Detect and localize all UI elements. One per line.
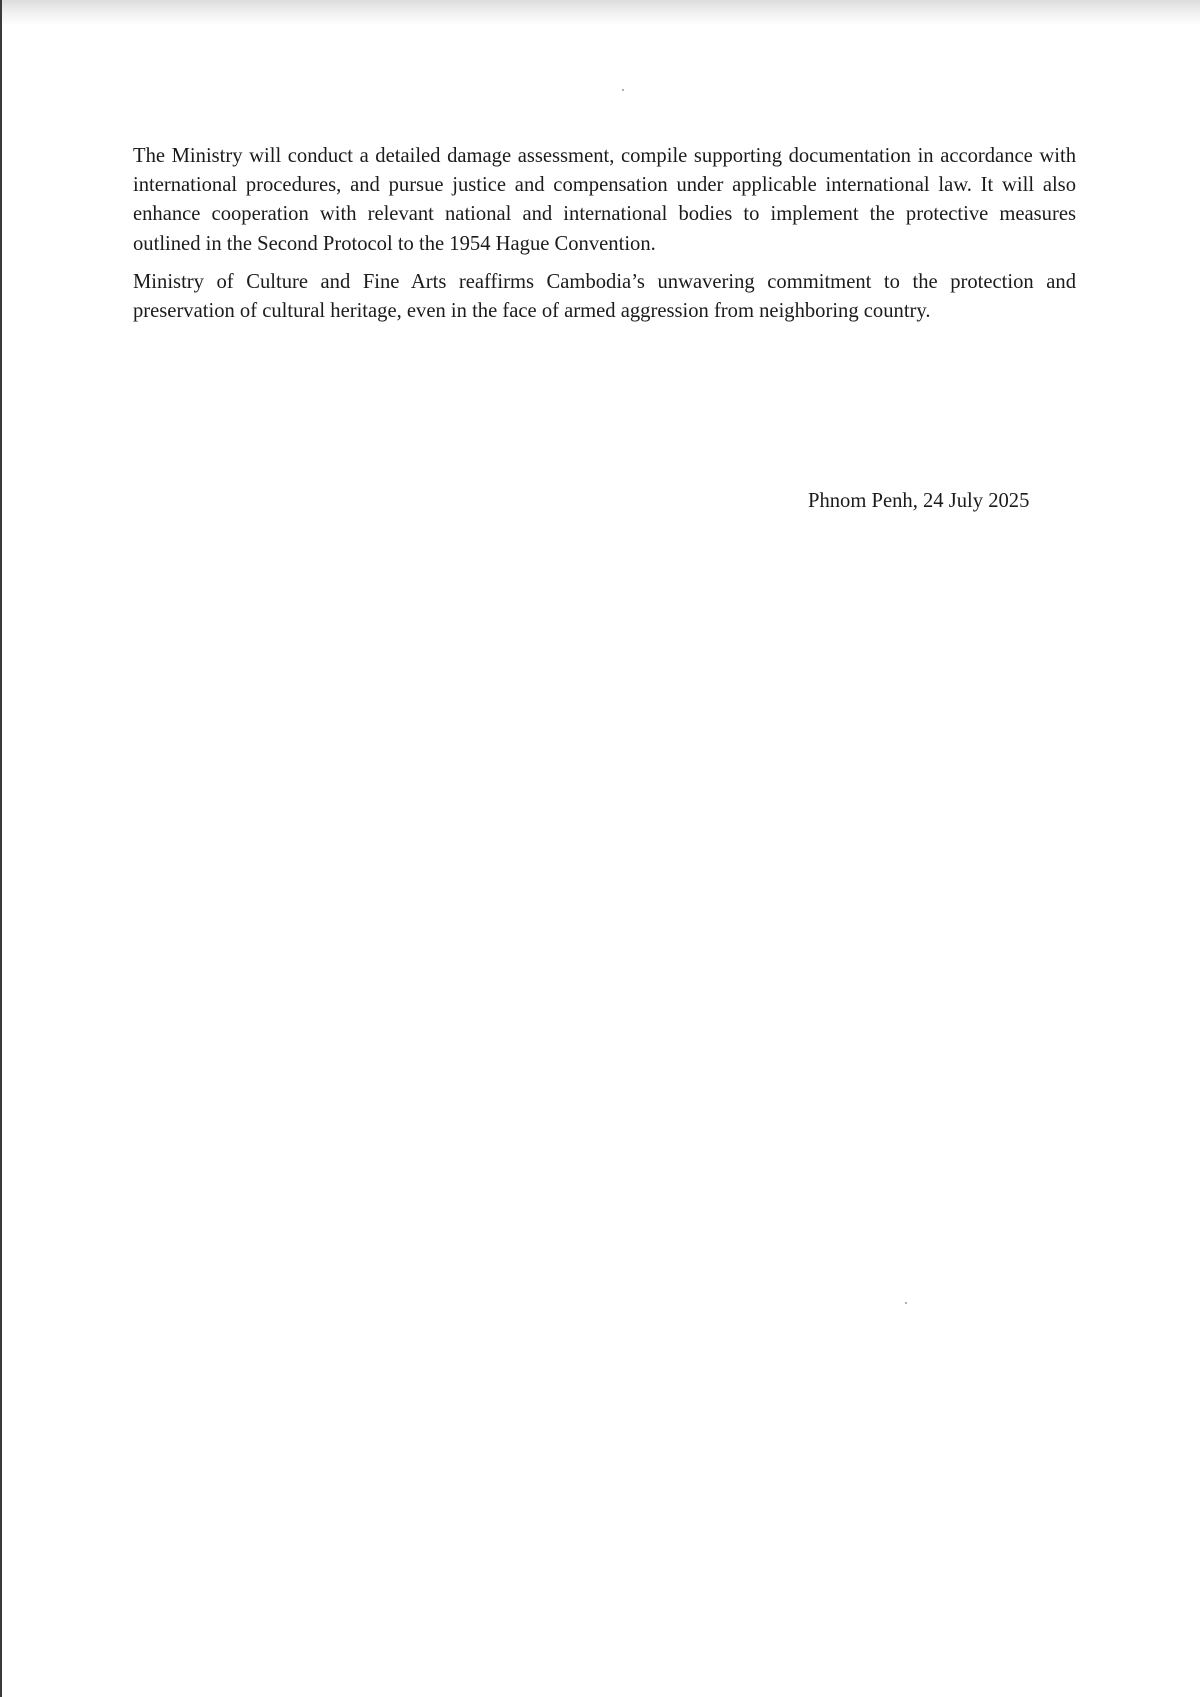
place-and-date: Phnom Penh, 24 July 2025 xyxy=(808,490,1030,512)
scan-speck xyxy=(622,89,624,91)
scan-speck xyxy=(905,1302,907,1304)
paragraph-damage-assessment: The Ministry will conduct a detailed damage assessment, compile supporting documentation in accordance with international procedures, and pursue justice and compensation under applicable international law. It will also enhance cooperation with relevant national and international bodies to implement the protective measures outlined in the Second Protocol to the 1954 Hague Convention. xyxy=(133,145,1076,255)
paragraph-commitment: Ministry of Culture and Fine Arts reaffirms Cambodia’s unwavering commitment to the protection and preservation of cultural heritage, even in the face of armed aggression from neighboring country. xyxy=(133,270,1076,323)
scan-left-edge xyxy=(0,0,2,1697)
document-body xyxy=(133,142,1076,335)
scan-top-shadow xyxy=(0,0,1200,26)
